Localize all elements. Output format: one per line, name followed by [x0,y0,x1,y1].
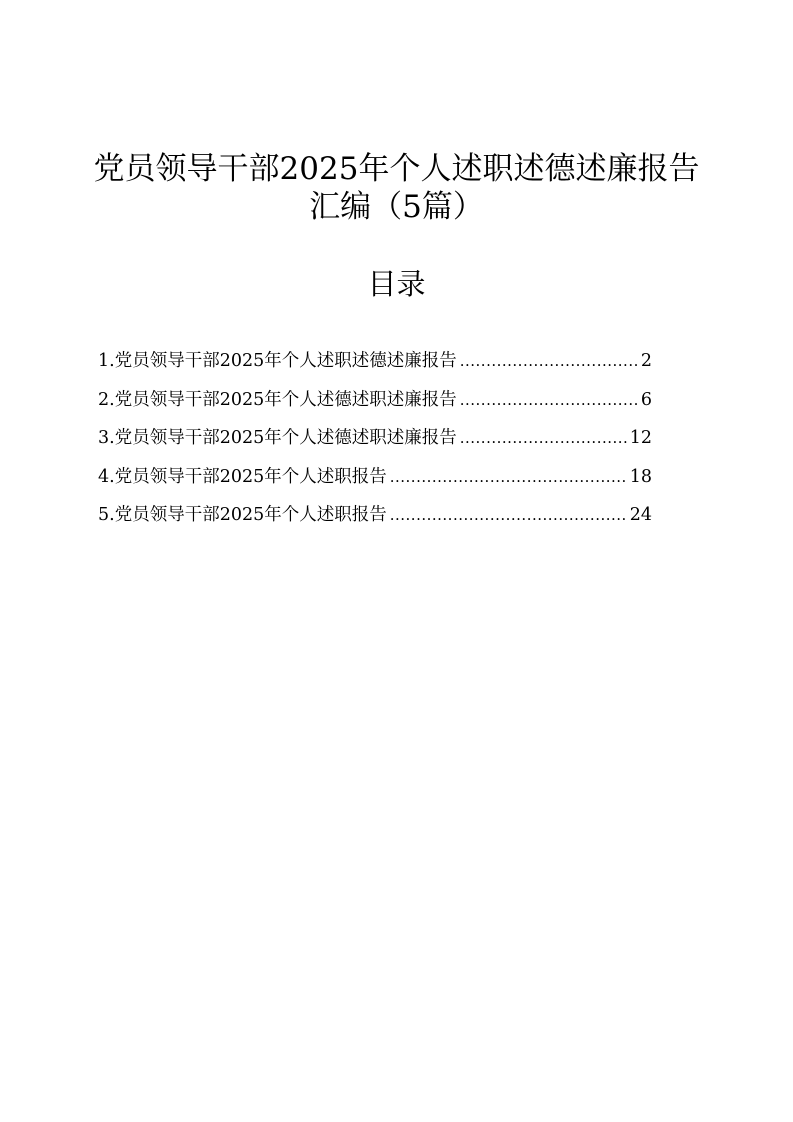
toc-heading: 目录 [367,267,426,301]
toc-entry-4[interactable] [98,458,652,497]
toc-dot-leader [460,419,628,458]
toc-entry-3[interactable] [98,419,652,458]
toc-dot-leader [460,381,639,420]
toc-entry-title: 1.党员领导干部2025年个人述职述德述廉报告 [98,351,457,371]
toc-entry-title: 3.党员领导干部2025年个人述德述职述廉报告 [98,428,457,448]
toc-page-number: 12 [629,428,652,448]
toc-entry-5[interactable] [98,496,652,535]
document-title-line-2: 汇编（5篇） [309,189,484,225]
document-title [60,150,733,226]
document-title-line-1: 党员领导干部2025年个人述职述德述廉报告 [93,151,700,187]
toc-entry-title: 2.党员领导干部2025年个人述德述职述廉报告 [98,389,457,410]
toc-entry-title: 4.党员领导干部2025年个人述职报告 [98,466,387,487]
toc-page-number: 24 [629,505,652,525]
toc-dot-leader [460,342,639,381]
toc-page-number: 2 [640,351,652,371]
table-of-contents [98,342,652,535]
toc-page-number: 6 [640,389,652,410]
toc-dot-leader [390,458,628,497]
toc-entry-title: 5.党员领导干部2025年个人述职报告 [98,505,387,525]
toc-page-number: 18 [629,466,652,487]
toc-entry-2[interactable] [98,381,652,420]
toc-dot-leader [390,496,628,535]
toc-entry-1[interactable] [98,342,652,381]
